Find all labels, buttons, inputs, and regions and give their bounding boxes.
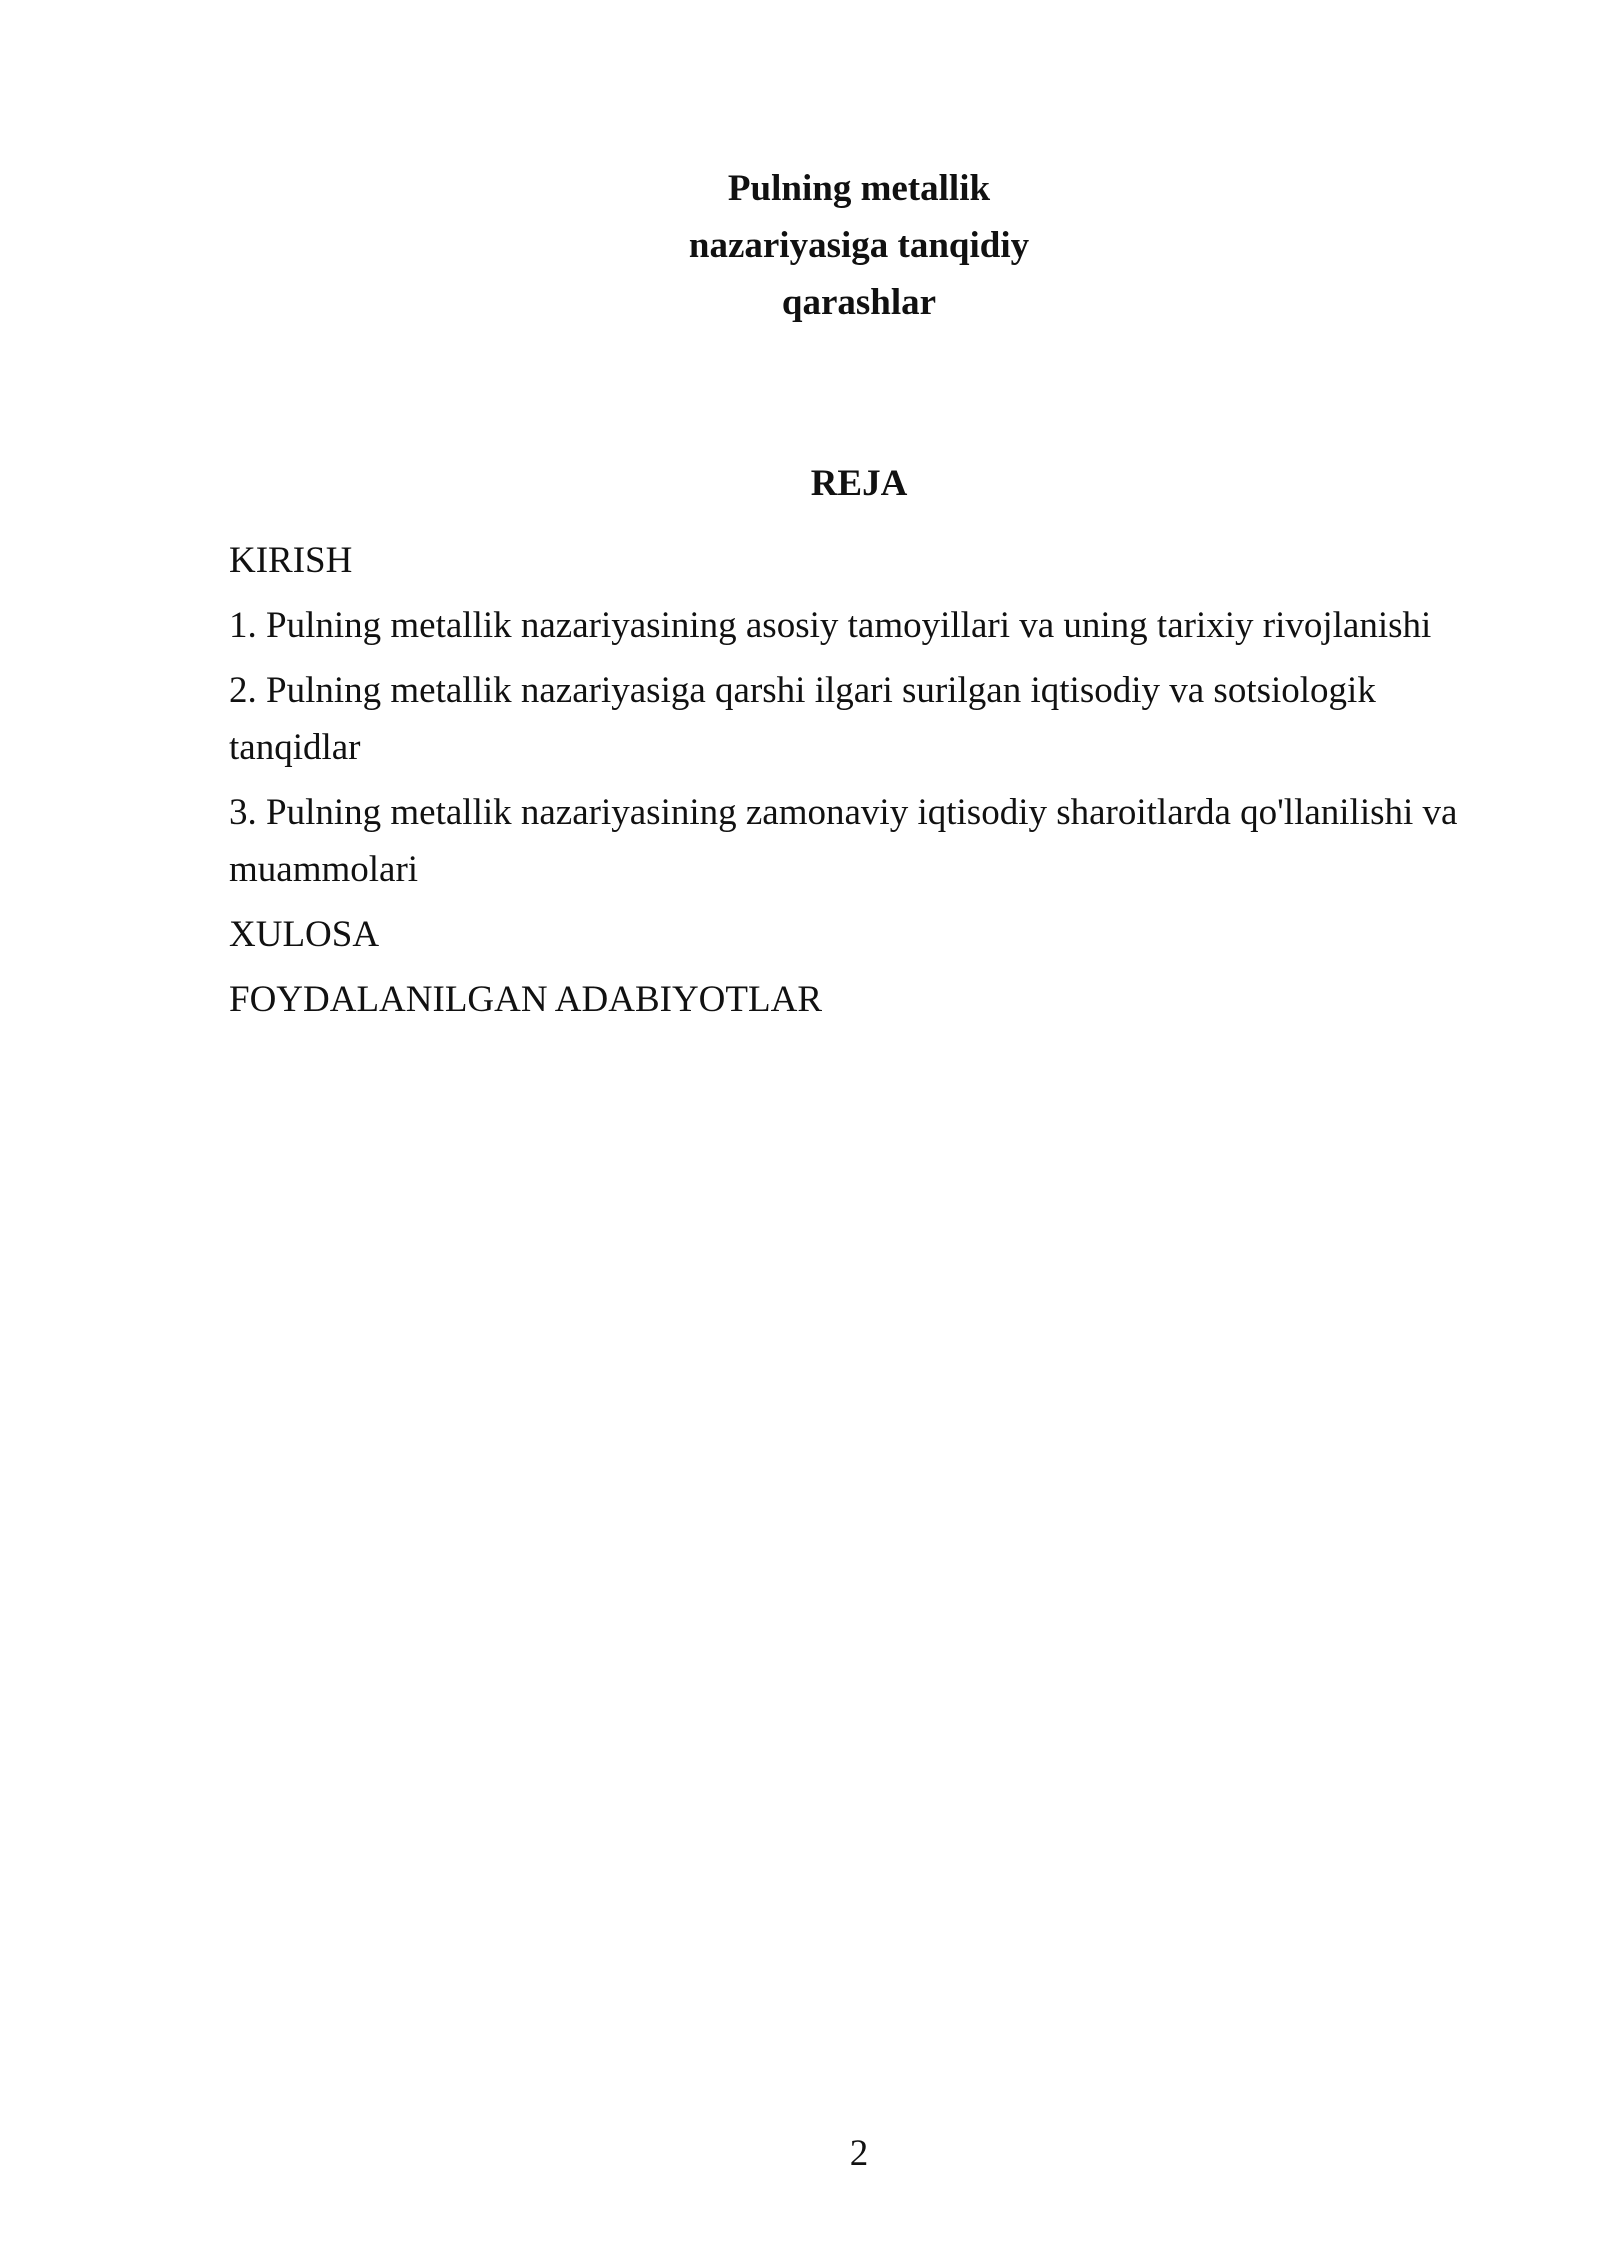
plan-item-conclusion: XULOSA [229, 914, 380, 955]
plan-item-introduction: KIRISH [229, 540, 353, 581]
title-line: qarashlar [781, 282, 937, 323]
plan-item-references: FOYDALANILGAN ADABIYOTLAR [229, 979, 822, 1020]
page-number: 2 [849, 2133, 869, 2174]
plan-item-chapter-1: 1. Pulning metallik nazariyasining asosiy tamoyillari va uning tarixiy rivojlanishi [229, 605, 1432, 646]
plan-list [229, 532, 1499, 1036]
plan-heading: REJA [810, 463, 908, 504]
title-line: nazariyasiga tanqidiy [688, 225, 1030, 266]
plan-item-chapter-2: 2. Pulning metallik nazariyasiga qarshi ilgari surilgan iqtisodiy va sotsiologik tanqidlar [229, 670, 1376, 768]
plan-item-chapter-3: 3. Pulning metallik nazariyasining zamonaviy iqtisodiy sharoitlarda qo'llanilishi va muammolari [229, 792, 1458, 890]
document-title [0, 160, 1600, 331]
title-line: Pulning metallik [727, 168, 991, 209]
